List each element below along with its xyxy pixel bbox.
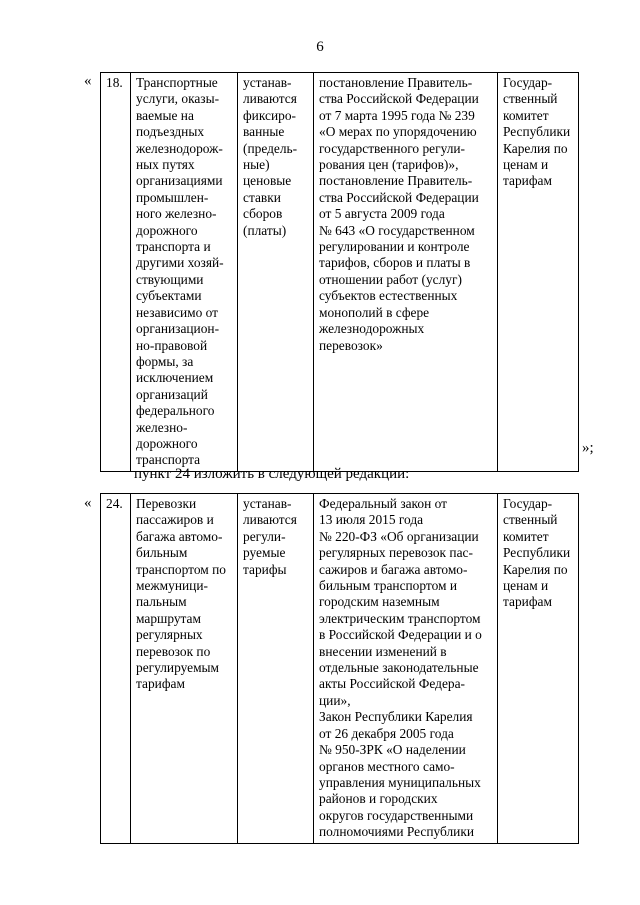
cell-line: в Российской Федерации и о — [319, 627, 482, 643]
cell-line: перевозок по — [136, 643, 211, 659]
tariff-table-row-18 — [100, 72, 579, 472]
page-number: 6 — [316, 39, 324, 55]
cell-line: управления муниципальных — [319, 774, 481, 790]
cell-line: постановление Правитель- — [319, 75, 473, 90]
cell-line: регулярных — [136, 627, 203, 643]
cell-line: сборов — [243, 206, 283, 222]
closing-quote-mark: »; — [582, 440, 594, 456]
cell-line: организацион- — [136, 321, 220, 337]
cell-line: субъектов естественных — [319, 288, 458, 304]
cell-line: дорожного — [136, 222, 198, 238]
tariff-table-row-24 — [100, 493, 579, 844]
cell-line: транспортом по — [136, 561, 226, 577]
cell-line: Карелия по — [503, 561, 568, 577]
cell-line: ставки — [243, 189, 281, 205]
cell-line: багажа автомо- — [136, 528, 223, 544]
table-row — [101, 73, 579, 472]
cell-line: отдельные законодательные — [319, 660, 479, 676]
cell-line: ливаются — [243, 91, 297, 107]
cell-line: Перевозки — [136, 496, 197, 511]
cell-line: устанав- — [243, 496, 292, 511]
cell-line: от 26 декабря 2005 года — [319, 725, 454, 741]
cell-line: железно- — [136, 419, 188, 435]
cell-line: монополий в сфере — [319, 304, 430, 320]
cell-line: № 950-ЗРК «О наделении — [319, 742, 466, 758]
cell-line: организациями — [136, 173, 223, 189]
cell-line: ные) — [243, 157, 270, 173]
cell-line: Карелия по — [503, 140, 568, 156]
cell-line: от 5 августа 2009 года — [319, 206, 445, 222]
cell-line: № 220-ФЗ «Об организации — [319, 528, 479, 544]
cell-line: тарифам — [136, 676, 185, 692]
cell-line: ных путях — [136, 157, 195, 173]
cell-line: независимо от — [136, 304, 218, 320]
cell-line: № 643 «О государственном — [319, 222, 475, 238]
cell-line: тарифов, сборов и платы в — [319, 255, 471, 271]
cell-line: Республики — [503, 545, 571, 561]
cell-line: от 7 марта 1995 года № 239 — [319, 107, 475, 123]
cell-line: постановление Правитель- — [319, 173, 473, 189]
cell-line: дорожного — [136, 435, 198, 451]
opening-quote-mark: « — [84, 73, 92, 89]
cell-line: тарифы — [243, 561, 287, 577]
amendment-instruction: пункт 24 изложить в следующей редакции: — [134, 466, 410, 482]
table-row — [101, 494, 579, 844]
cell-line: но-правовой — [136, 337, 208, 353]
cell-line: ваемые на — [136, 107, 194, 123]
cell-line: промышлен- — [136, 189, 209, 205]
cell-line: устанав- — [243, 75, 292, 90]
cell-line: регулировании и контроле — [319, 239, 470, 255]
cell-line: Республики — [503, 124, 571, 140]
cell-line: другими хозяй- — [136, 255, 224, 271]
cell-line: комитет — [503, 107, 549, 123]
cell-line: Федеральный закон от — [319, 496, 447, 511]
cell-line: Государ- — [503, 496, 553, 511]
authority-cell — [498, 73, 579, 472]
cell-line: акты Российской Федера- — [319, 676, 466, 692]
cell-line: ценам и — [503, 157, 549, 173]
cell-line: формы, за — [136, 353, 194, 369]
cell-line: организаций — [136, 386, 208, 402]
cell-line: фиксиро- — [243, 107, 296, 123]
cell-line: ства Российской Федерации — [319, 189, 479, 205]
opening-quote-mark: « — [84, 495, 92, 511]
cell-line: районов и городских — [319, 791, 438, 807]
row-number-cell: 18. — [101, 73, 131, 472]
cell-line: ственный — [503, 512, 558, 528]
cell-line: комитет — [503, 528, 549, 544]
cell-line: Закон Республики Карелия — [319, 709, 473, 725]
cell-line: ценам и — [503, 578, 549, 594]
cell-line: железнодорожных — [319, 321, 425, 337]
cell-line: регулируемым — [136, 660, 220, 676]
cell-line: (предель- — [243, 140, 298, 156]
cell-line: маршрутам — [136, 610, 201, 626]
service-cell — [131, 494, 238, 844]
cell-line: пассажиров и — [136, 512, 214, 528]
cell-line: транспорта — [136, 452, 201, 468]
cell-line: регули- — [243, 528, 286, 544]
cell-line: тарифам — [503, 594, 552, 610]
cell-line: (платы) — [243, 222, 287, 238]
cell-line: ственный — [503, 91, 558, 107]
cell-line: регулярных перевозок пас- — [319, 545, 473, 561]
cell-line: федерального — [136, 403, 215, 419]
cell-line: перевозок» — [319, 337, 383, 353]
cell-line: сажиров и багажа автомо- — [319, 561, 468, 577]
regulation-type-cell — [238, 73, 314, 472]
cell-line: полномочиями Республики — [319, 824, 475, 840]
cell-line: транспорта и — [136, 239, 211, 255]
cell-line: тарифам — [503, 173, 552, 189]
legal-basis-cell — [314, 73, 498, 472]
cell-line: «О мерах по упорядочению — [319, 124, 477, 140]
cell-line: железнодорож- — [136, 140, 223, 156]
cell-line: исключением — [136, 370, 214, 386]
cell-line: межмуници- — [136, 578, 208, 594]
cell-line: внесении изменений в — [319, 643, 447, 659]
cell-line: отношении работ (услуг) — [319, 271, 462, 287]
cell-line: услуги, оказы- — [136, 91, 220, 107]
service-cell — [131, 73, 238, 472]
cell-line: пальным — [136, 594, 187, 610]
cell-line: ного железно- — [136, 206, 217, 222]
cell-line: ванные — [243, 124, 285, 140]
cell-line: ливаются — [243, 512, 297, 528]
authority-cell — [498, 494, 579, 844]
cell-line: рования цен (тарифов)», — [319, 157, 459, 173]
cell-line: субъектами — [136, 288, 202, 304]
cell-line: государственного регули- — [319, 140, 466, 156]
cell-line: органов местного само- — [319, 758, 455, 774]
cell-line: руемые — [243, 545, 286, 561]
cell-line: ствующими — [136, 271, 204, 287]
cell-line: ции», — [319, 692, 351, 708]
cell-line: бильным транспортом и — [319, 578, 457, 594]
cell-line: электрическим транспортом — [319, 610, 481, 626]
cell-line: подъездных — [136, 124, 205, 140]
cell-line: Транспортные — [136, 75, 218, 90]
regulation-type-cell — [238, 494, 314, 844]
cell-line: Государ- — [503, 75, 553, 90]
cell-line: ства Российской Федерации — [319, 91, 479, 107]
cell-line: городским наземным — [319, 594, 440, 610]
row-number-cell: 24. — [101, 494, 131, 844]
cell-line: бильным — [136, 545, 188, 561]
cell-line: ценовые — [243, 173, 292, 189]
legal-basis-cell — [314, 494, 498, 844]
cell-line: округов государственными — [319, 807, 474, 823]
cell-line: 13 июля 2015 года — [319, 512, 424, 528]
